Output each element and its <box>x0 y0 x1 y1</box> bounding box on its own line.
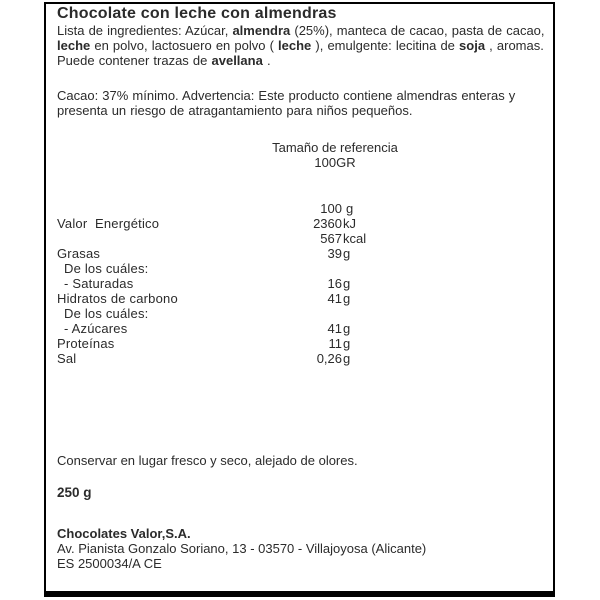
nutrition-value-unit: kcal <box>343 231 367 246</box>
manufacturer-registry: ES 2500034/A CE <box>57 556 162 571</box>
nutrition-row <box>57 261 548 276</box>
reference-size-value: 100GR <box>314 155 356 170</box>
nutrition-row-label: Proteínas <box>57 336 115 351</box>
nutrition-row-label: Hidratos de carbono <box>57 291 178 306</box>
nutrition-value-number: 16 <box>327 276 342 291</box>
nutrition-value-number: 41 <box>327 291 342 306</box>
ingredient-segment: en polvo, lactosuero en polvo ( <box>90 38 279 53</box>
storage-instructions: Conservar en lugar fresco y seco, alejado de olores. <box>57 453 358 468</box>
nutrition-value <box>202 231 366 246</box>
ingredient-segment: leche <box>278 38 312 53</box>
ingredient-segment: . <box>262 53 271 68</box>
nutrition-row-label: Valor Energético <box>57 216 160 231</box>
nutrition-value-unit: g <box>343 351 351 366</box>
manufacturer-address: Av. Pianista Gonzalo Soriano, 13 - 03570 - Villajoyosa (Alicante) <box>57 541 427 556</box>
ingredient-segment: avellana <box>211 53 263 68</box>
nutrition-value <box>202 291 350 306</box>
nutrition-row <box>57 231 548 246</box>
ingredient-segment: soja <box>459 38 486 53</box>
nutrition-row <box>57 336 548 351</box>
nutrition-row-label: - Saturadas <box>64 276 134 291</box>
nutrition-value <box>202 246 350 261</box>
nutrition-row <box>57 246 548 261</box>
ingredient-segment: , aromas. Puede contener trazas de <box>57 38 544 68</box>
nutrition-value <box>202 321 350 336</box>
nutrition-value-number: 567 <box>320 231 342 246</box>
nutrition-row <box>57 351 548 366</box>
nutrition-value-unit: g <box>343 291 351 306</box>
reference-size-label: Tamaño de referencia <box>272 140 398 155</box>
nutrition-value-unit: kJ <box>343 216 356 231</box>
reference-size <box>255 140 415 170</box>
nutrition-row <box>57 276 548 291</box>
nutrition-value-number: 100 <box>320 201 342 216</box>
manufacturer-info <box>57 526 551 571</box>
ingredient-segment: almendra <box>232 23 291 38</box>
nutrition-value-unit: g <box>343 276 351 291</box>
nutrition-value <box>202 276 350 291</box>
nutrition-value-number: 0,26 <box>316 351 342 366</box>
ingredient-segment: Lista de ingredientes: Azúcar, <box>57 23 233 38</box>
nutrition-row-label: Sal <box>57 351 77 366</box>
nutrition-value-unit: g <box>343 246 351 261</box>
ingredient-segment: leche <box>57 38 91 53</box>
nutrition-row-label: Grasas <box>57 246 101 261</box>
nutrition-row <box>57 291 548 306</box>
nutrition-value-unit: g <box>346 201 354 216</box>
nutrition-row <box>57 216 548 231</box>
manufacturer-name: Chocolates Valor,S.A. <box>57 526 191 541</box>
nutrition-row-label: - Azúcares <box>64 321 128 336</box>
warning-text: Cacao: 37% mínimo. Advertencia: Este producto contiene almendras enteras y presenta un riesgo de atragantamiento para niños pequeños. <box>57 88 516 118</box>
nutrition-row <box>57 201 548 216</box>
nutrition-value-unit: g <box>343 321 351 336</box>
product-title: Chocolate con leche con almendras <box>57 5 337 22</box>
nutrition-value-number: 41 <box>327 321 342 336</box>
product-label <box>44 2 555 597</box>
nutrition-value <box>202 351 350 366</box>
net-weight: 250 g <box>57 485 92 500</box>
nutrition-row <box>57 321 548 336</box>
nutrition-value-number: 39 <box>327 246 342 261</box>
nutrition-row-label: De los cuáles: <box>64 261 149 276</box>
nutrition-value-number: 2360 <box>313 216 342 231</box>
nutrition-row <box>57 306 548 321</box>
nutrition-value <box>202 216 356 231</box>
nutrition-value-unit: g <box>343 336 351 351</box>
nutrition-table <box>57 201 548 366</box>
ingredients-text <box>57 23 551 68</box>
nutrition-value <box>202 336 350 351</box>
nutrition-value <box>202 201 353 216</box>
ingredient-segment: (25%), manteca de cacao, pasta de cacao, <box>290 23 545 38</box>
nutrition-value-number: 11 <box>328 336 342 351</box>
nutrition-row-label: De los cuáles: <box>64 306 149 321</box>
ingredient-segment: ), emulgente: lecitina de <box>311 38 460 53</box>
